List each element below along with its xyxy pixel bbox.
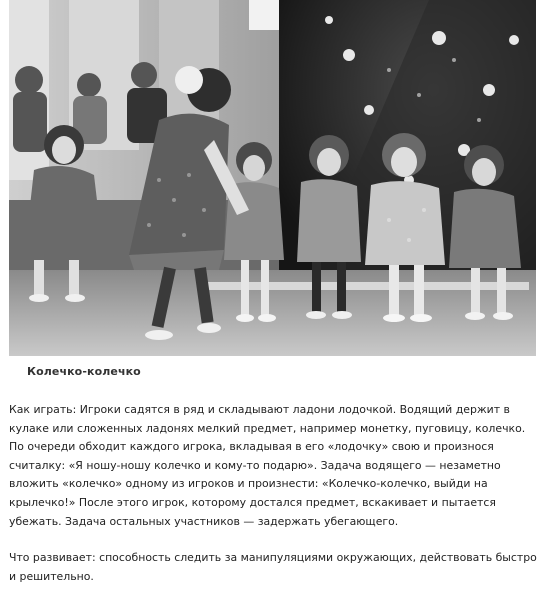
photo-illustration (9, 0, 536, 356)
paragraph-how-to-play: Как играть: Игроки садятся в ряд и складывают ладони лодочкой. Водящий держит в кулаке или сложенных ладонях мелкий предмет, например монетку, пуговицу, колечко. По очереди обходит каждого игрока, вкладывая в его «лодочку» свою и произнося считалку: «Я ношу-ношу колечко и кому-то подарю». Задача водящего — незаметно вложить «колечко» одному из игроков и произнести: «Колечко-колечко, выйди на крылечко!» После этого игрок, которому достался предмет, вскакивает и пытается убежать. Задача остальных участников — задержать убегающего. (9, 403, 526, 528)
photo-caption: Колечко-колечко (27, 365, 141, 378)
article-body (9, 401, 541, 586)
children-game-photo (9, 0, 536, 356)
paragraph-what-it-develops: Что развивает: способность следить за манипуляциями окружающих, действовать быстро и решительно. (9, 551, 537, 583)
